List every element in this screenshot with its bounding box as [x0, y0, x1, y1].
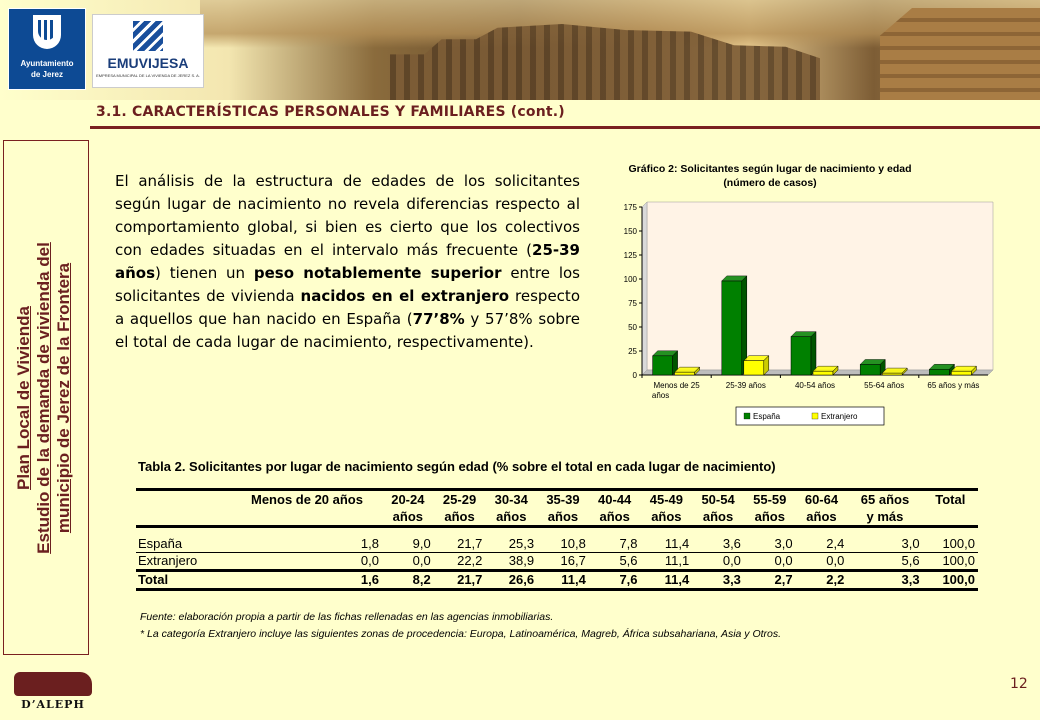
- table-cell: 0,0: [232, 553, 382, 571]
- column-header: 25-29: [434, 490, 486, 509]
- header-banner: [0, 0, 1040, 100]
- column-header-sub: años: [537, 508, 589, 527]
- y-tick-label: 0: [632, 371, 637, 380]
- shield-icon: [33, 15, 61, 49]
- y-tick-label: 25: [628, 347, 637, 356]
- column-header-sub: años: [641, 508, 693, 527]
- table-cell: 100,0: [923, 571, 978, 590]
- column-header: 65 años: [847, 490, 922, 509]
- x-tick-label: 65 años y más: [927, 381, 980, 390]
- table-cell: 22,2: [434, 553, 486, 571]
- table-cell: 7,8: [589, 527, 641, 553]
- table-title: Tabla 2. Solicitantes por lugar de nacimiento según edad (% sobre el total en cada lugar de nacimiento): [138, 459, 776, 474]
- x-tick-label: años: [651, 391, 670, 400]
- table-row: [136, 553, 978, 571]
- ayuntamiento-line1: Ayuntamiento: [20, 59, 74, 68]
- table-cell: 100,0: [923, 527, 978, 553]
- table-cell: 2,7: [744, 571, 796, 590]
- sidebar-title: [14, 198, 74, 598]
- intro-text: y 57’8% sobre el total de cada lugar de nacimiento, respectivamente).: [115, 310, 580, 351]
- emuvijesa-logo[interactable]: [92, 14, 204, 88]
- chart-title: Gráfico 2: Solicitantes según lugar de nacimiento y edad: [628, 163, 912, 175]
- legend-swatch: [812, 413, 818, 419]
- x-tick-label: 25-39 años: [725, 381, 766, 390]
- table-cell: 5,6: [847, 553, 922, 571]
- x-tick-label: 40-54 años: [794, 381, 836, 390]
- table-cell: 9,0: [382, 527, 434, 553]
- table-cell: 16,7: [537, 553, 589, 571]
- column-header-sub: años: [485, 508, 537, 527]
- section-title: 3.1. CARACTERÍSTICAS PERSONALES Y FAMILIARES (cont.): [96, 104, 565, 120]
- column-header-sub: años: [589, 508, 641, 527]
- table-cell: 0,0: [382, 553, 434, 571]
- bar: [860, 364, 880, 375]
- column-header: 50-54: [692, 490, 744, 509]
- plot-back-wall: [647, 202, 993, 370]
- intro-bold: peso notablemente superior: [253, 264, 502, 282]
- y-tick-label: 125: [623, 251, 637, 260]
- table-cell: 11,4: [641, 571, 693, 590]
- intro-bold: 25-39 años: [115, 241, 580, 282]
- page-number: 12: [1010, 676, 1028, 692]
- x-tick-label: Menos de 25: [653, 381, 700, 390]
- table-cell: 3,3: [847, 571, 922, 590]
- daleph-logo[interactable]: [10, 670, 96, 712]
- emuvijesa-mark-icon: [133, 21, 163, 51]
- sidebar-line3: municipio de Jerez de la Frontera: [54, 262, 73, 534]
- column-header-sub: años: [434, 508, 486, 527]
- column-header: 35-39: [537, 490, 589, 509]
- legend-swatch: [744, 413, 750, 419]
- bar: [744, 361, 764, 375]
- column-header: Total: [923, 490, 978, 509]
- table-cell: 100,0: [923, 553, 978, 571]
- table-row: [136, 571, 978, 590]
- legend-label: España: [753, 412, 781, 421]
- y-tick-label: 175: [623, 203, 637, 212]
- plot-side-wall: [642, 202, 647, 375]
- ayuntamiento-line2: de Jerez: [30, 70, 64, 79]
- intro-bold: nacidos en el extranjero: [300, 287, 510, 305]
- header-corner: [136, 490, 232, 509]
- header-corner: [136, 508, 232, 527]
- title-divider: [90, 126, 1040, 129]
- table-cell: 3,0: [744, 527, 796, 553]
- bar-side: [811, 332, 816, 375]
- bar-chart: [618, 195, 998, 435]
- bar: [653, 356, 673, 375]
- row-label: Extranjero: [136, 553, 232, 571]
- x-tick-label: 55-64 años: [864, 381, 905, 390]
- column-header: 40-44: [589, 490, 641, 509]
- chart-subtitle: (número de casos): [723, 177, 817, 189]
- ayuntamiento-logo[interactable]: [8, 8, 86, 90]
- y-tick-label: 75: [628, 299, 637, 308]
- table-cell: 11,4: [641, 527, 693, 553]
- daleph-logo-text: D’ALEPH: [21, 698, 85, 711]
- table-cell: 38,9: [485, 553, 537, 571]
- table-cell: 11,4: [537, 571, 589, 590]
- table-cell: 11,1: [641, 553, 693, 571]
- bar: [722, 281, 742, 375]
- table-cell: 2,2: [796, 571, 848, 590]
- table-cell: 5,6: [589, 553, 641, 571]
- table-cell: 25,3: [485, 527, 537, 553]
- table-cell: 1,8: [232, 527, 382, 553]
- bar: [951, 371, 971, 375]
- chart-title-block: [620, 162, 920, 190]
- table-cell: 8,2: [382, 571, 434, 590]
- table-cell: 21,7: [434, 571, 486, 590]
- intro-bold: 77’8%: [412, 310, 465, 328]
- table-cell: 3,0: [847, 527, 922, 553]
- column-header-sub: [923, 508, 978, 527]
- table-row: [136, 527, 978, 553]
- column-header: Menos de 20 años: [232, 490, 382, 509]
- source-note: Fuente: elaboración propia a partir de las fichas rellenadas en las agencias inmobiliarias.: [140, 611, 554, 623]
- emuvijesa-name: EMUVIJESA: [107, 55, 189, 71]
- column-header-sub: años: [744, 508, 796, 527]
- intro-paragraph: [115, 170, 580, 354]
- intro-text: entre los solicitantes de vivienda: [115, 264, 580, 305]
- column-header: 20-24: [382, 490, 434, 509]
- table-cell: 3,6: [692, 527, 744, 553]
- row-label: Total: [136, 571, 232, 590]
- bar: [882, 373, 902, 375]
- table-cell: 26,6: [485, 571, 537, 590]
- bar: [675, 372, 695, 375]
- age-distribution-table: [136, 488, 978, 591]
- table-cell: 3,3: [692, 571, 744, 590]
- sidebar-line2: Estudio de la demanda de vivienda del: [34, 242, 53, 554]
- row-label: España: [136, 527, 232, 553]
- intro-text: El análisis de la estructura de edades de los solicitantes según lugar de nacimiento no revela diferencias respecto al comportamiento global, si bien es cierto que los colectivos con edades situadas en el intervalo más frecuente (: [115, 172, 580, 259]
- emuvijesa-subtitle: EMPRESA MUNICIPAL DE LA VIVIENDA DE JEREZ S. A.: [96, 73, 200, 78]
- column-header-sub: años: [796, 508, 848, 527]
- column-header: 45-49: [641, 490, 693, 509]
- column-header-sub: y más: [847, 508, 922, 527]
- intro-text: ) tienen un: [155, 264, 254, 282]
- y-tick-label: 50: [628, 323, 637, 332]
- table-cell: 0,0: [744, 553, 796, 571]
- table-cell: 1,6: [232, 571, 382, 590]
- column-header: 55-59: [744, 490, 796, 509]
- bar: [813, 371, 833, 375]
- column-header-sub: [232, 508, 382, 527]
- car-icon: [14, 672, 92, 696]
- column-header: 60-64: [796, 490, 848, 509]
- table-cell: 0,0: [692, 553, 744, 571]
- legend-label: Extranjero: [821, 412, 858, 421]
- table-cell: 0,0: [796, 553, 848, 571]
- intro-text: respecto a aquellos que han nacido en España (: [115, 287, 580, 328]
- y-tick-label: 150: [623, 227, 637, 236]
- table-cell: 2,4: [796, 527, 848, 553]
- bell-tower-photo: [880, 8, 1040, 100]
- y-tick-label: 100: [623, 275, 637, 284]
- footnote: * La categoría Extranjero incluye las siguientes zonas de procedencia: Europa, Latinoamérica, Magreb, África subsahariana, Asia y Otros.: [140, 628, 782, 640]
- bar: [791, 337, 811, 375]
- bar: [929, 369, 949, 375]
- column-header-sub: años: [382, 508, 434, 527]
- column-header: 30-34: [485, 490, 537, 509]
- column-header-sub: años: [692, 508, 744, 527]
- table-cell: 10,8: [537, 527, 589, 553]
- table-cell: 21,7: [434, 527, 486, 553]
- table-cell: 7,6: [589, 571, 641, 590]
- sidebar-line1: Plan Local de Vivienda: [14, 306, 33, 490]
